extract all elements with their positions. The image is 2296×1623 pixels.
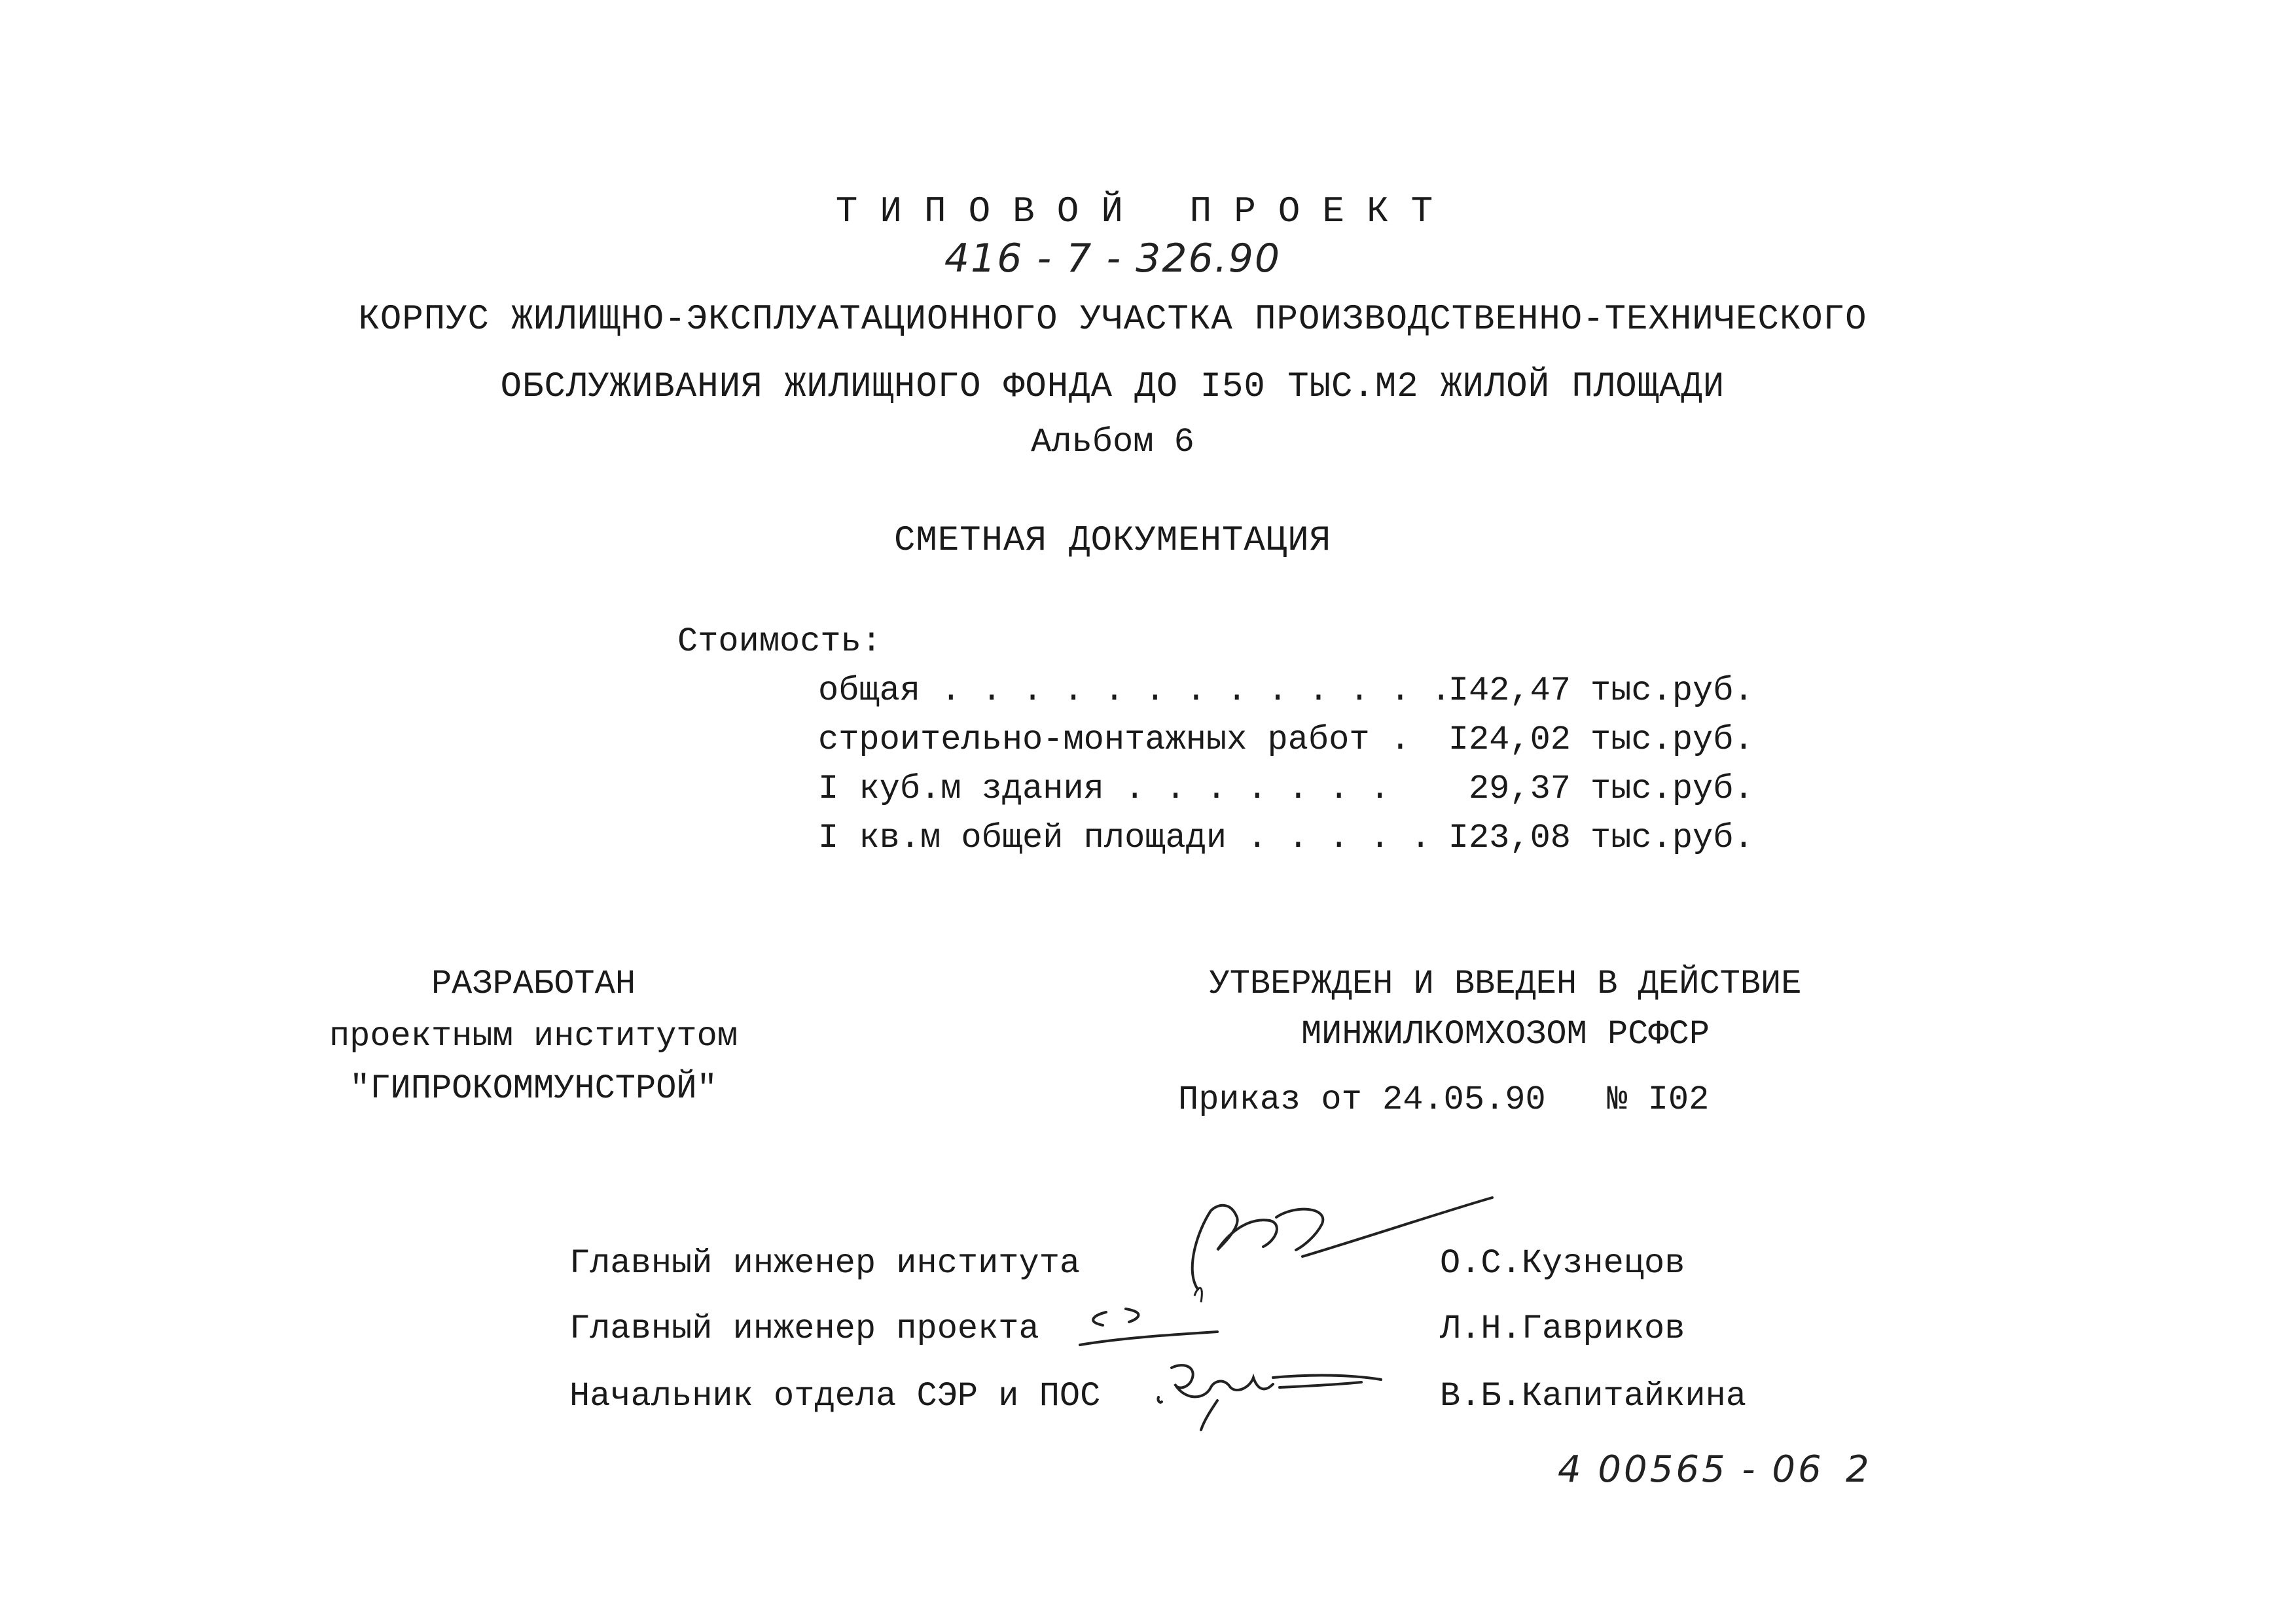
approval-order: Приказ от 24.05.90 № I02 xyxy=(1178,1080,1710,1119)
developed-institute-name: "ГИПРОКОММУНСТРОЙ" xyxy=(350,1069,717,1108)
signature-kuznetsov xyxy=(1172,1191,1512,1309)
cost-row-value: 29,37 xyxy=(1468,770,1571,808)
cost-row-label: общая . . . . . . . . . . . . . xyxy=(818,671,1452,710)
document-code: 4 00565 - 06 xyxy=(1558,1448,1824,1491)
cost-row-label: I кв.м общей площади . . . . . xyxy=(818,819,1431,857)
title-line-1: КОРПУС ЖИЛИЩНО-ЭКСПЛУАТАЦИОННОГО УЧАСТКА ПРОИЗВОДСТВЕННО-ТЕХНИЧЕСКОГО xyxy=(358,300,1867,340)
title-line-2: ОБСЛУЖИВАНИЯ ЖИЛИЩНОГО ФОНДА ДО I50 ТЫС.М2 ЖИЛОЙ ПЛОЩАДИ xyxy=(500,367,1725,407)
approved-authority: МИНЖИЛКОМХОЗОМ РСФСР xyxy=(1300,1015,1710,1054)
cost-row-unit: тыс.руб. xyxy=(1590,819,1754,857)
developed-institute-label: проектным институтом xyxy=(329,1017,738,1056)
approved-heading: УТВЕРЖДЕН И ВВЕДЕН В ДЕЙСТВИЕ xyxy=(1209,965,1802,1003)
cost-row-value: I42,47 xyxy=(1448,671,1571,710)
signatory-role: Начальник отдела СЭР и ПОС xyxy=(569,1377,1101,1416)
cost-row-value: I24,02 xyxy=(1448,721,1571,759)
cost-heading: Стоимость: xyxy=(677,622,882,661)
signatory-name: В.Б.Капитайкина xyxy=(1440,1377,1747,1416)
cost-row-unit: тыс.руб. xyxy=(1590,671,1754,710)
signature-kapitaikina xyxy=(1139,1348,1388,1433)
cost-row-label: строительно-монтажных работ . xyxy=(818,721,1410,759)
cost-row-unit: тыс.руб. xyxy=(1590,770,1754,808)
cost-row-label: I куб.м здания . . . . . . . xyxy=(818,770,1390,808)
developed-heading: РАЗРАБОТАН xyxy=(431,965,636,1003)
section-title: СМЕТНАЯ ДОКУМЕНТАЦИЯ xyxy=(893,521,1332,561)
signatory-name: Л.Н.Гавриков xyxy=(1440,1310,1685,1348)
page-number: 2 xyxy=(1846,1448,1869,1491)
cost-row-value: I23,08 xyxy=(1448,819,1571,857)
signatory-role: Главный инженер проекта xyxy=(569,1310,1039,1348)
signatory-role: Главный инженер института xyxy=(569,1244,1081,1283)
project-type-heading: ТИПОВОЙ ПРОЕКТ xyxy=(835,190,1456,232)
signatory-name: О.С.Кузнецов xyxy=(1440,1244,1685,1283)
cost-row-unit: тыс.руб. xyxy=(1590,721,1754,759)
project-number: 416 - 7 - 326.90 xyxy=(944,236,1282,281)
album-label: Альбом 6 xyxy=(1031,423,1194,461)
